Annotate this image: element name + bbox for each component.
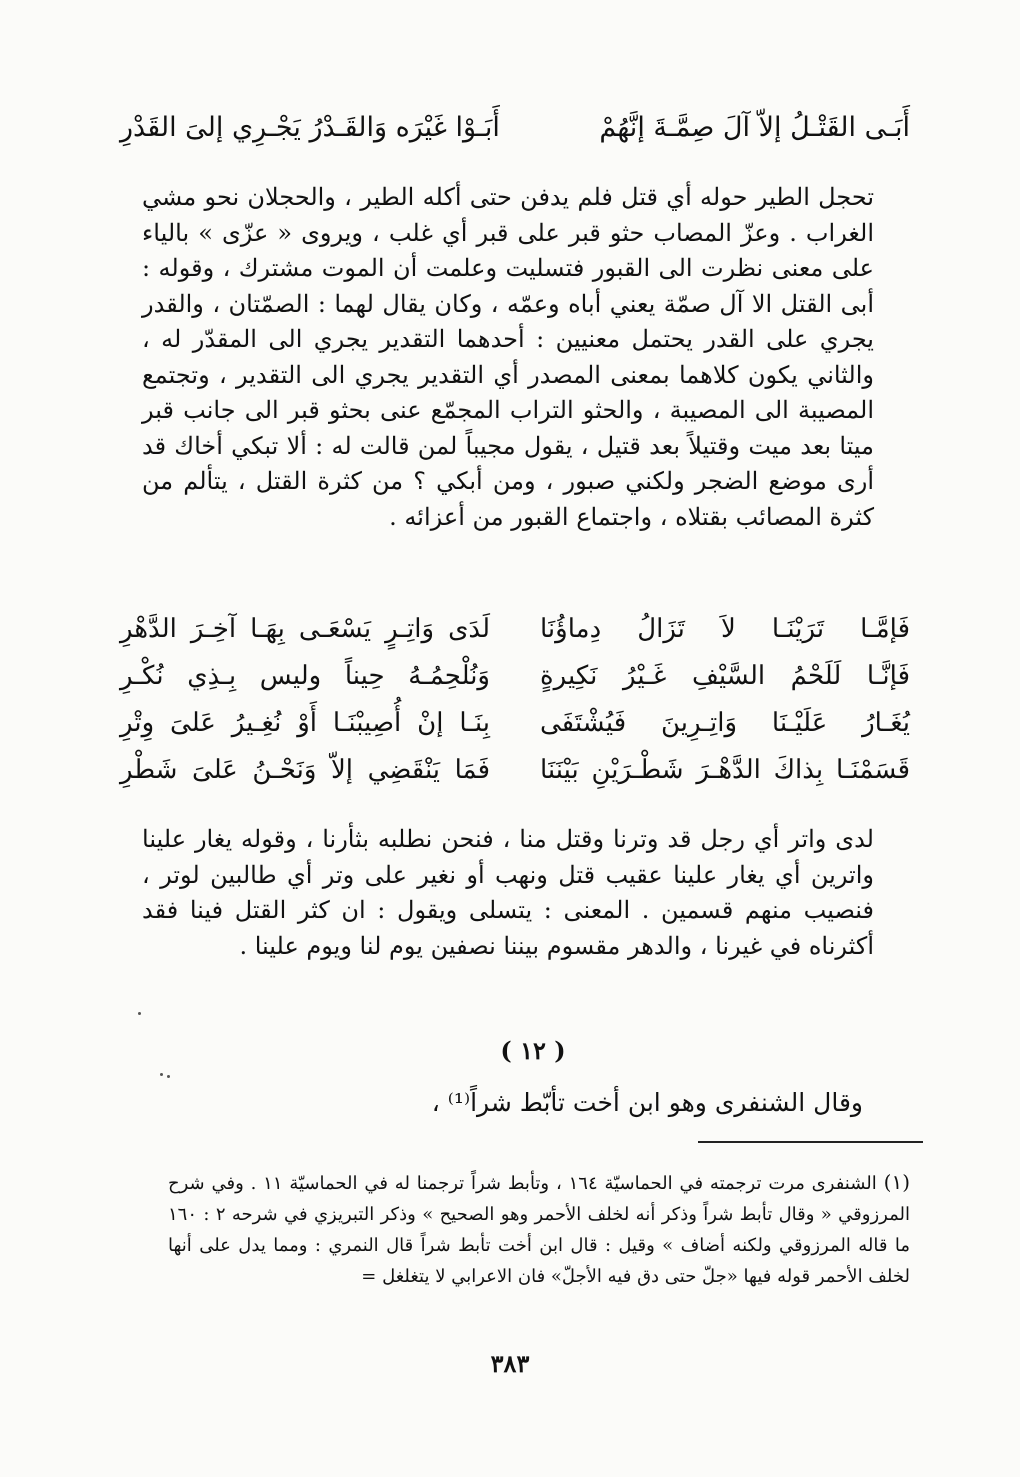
verse-row [120,746,910,793]
verse-right-hemistich: فَإمَّـا تَرَيْنَـا لاَ تَزَالُ دِماؤُنَا [540,613,910,644]
footnote [168,1167,910,1292]
verse-right-hemistich: قَسَمْنَـا بِذاكَ الدَّهْـرَ شَطْـرَيْنِ بَيْنَنَا [540,754,910,785]
footnote-text: الشنفرى مرت ترجمته في الحماسيّة ١٦٤ ، وتأبط شراً ترجمنا له في الحماسيّة ١١ . وفي شرح المرزوقي « وقال تأبط شراً وذكر أنه لخلف الأحمر وهو الصحيح » وذكر التبريزي في شرحه ٢ : ١٦٠ ما قاله المرزوقي ولكنه أضاف » وقيل : قال ابن أخت تأبط شراً قال النمري : ومما يدل على أنها لخلف الأحمر قوله فيها «جلّ حتى دق فيه الأجلّ» فان الاعرابي لا يتغلغل = [168,1173,910,1287]
verse-left-hemistich: فَمَا يَنْقَضِي إلاّ وَنَحْـنُ عَلىَ شَطْرِ [120,754,490,785]
commentary-paragraph-2: لدى واتر أي رجل قد وترنا وقتل منا ، فنحن نطلبه بثأرنا ، وقوله يغار علينا واترين أي يغار علينا عقيب قتل ونهب أو نغير على وتر أي طالبين لوتر ، فنصيب منهم قسمين . المعنى : يتسلى ويقول : ان كثر القتل فينا فقد أكثرناه في غيرنا ، والدهر مقسوم بيننا نصفين يوم لنا ويوم علينا . [142,825,874,960]
commentary-paragraph-1: تحجل الطير حوله أي قتل فلم يدفن حتى أكله الطير ، والحجلان نحو مشي الغراب . وعزّ المصاب حثو قبر على قبر أي غلب ، ويروى « عزّى » بالياء على معنى نظرت الى القبور فتسليت وعلمت أن الموت مشترك ، وقوله : أبى القتل الا آل صمّة يعني أباه وعمّه ، وكان يقال لهما : الصمّتان ، والقدر يجري على القدر يحتمل معنيين : أحدهما التقدير يجري الى المقدّر له ، والثاني يكون كلاهما بمعنى المصدر أي التقدير يجري الى التقدير ، وتجتمع المصيبة الى المصيبة ، والحثو التراب المجمّع عنى بحثو قبر الى جانب قبر ميتا بعد ميت وقتيلاً بعد قتيل ، يقول مجيباً لمن قالت له : ألا تبكي أخاك قد أرى موضع الضجر ولكني صبور ، ومن أبكي ؟ من كثرة القتل ، يتألم من كثرة المصائب بقتلاه ، واجتماع القبور من أعزائه . [142,183,875,531]
verse-left-hemistich: بِنَـا إنْ أُصِيبْنَـا أَوْ نُغِـيرُ عَلىَ وِتْرِ [120,707,490,738]
poem-verses [120,605,910,793]
scan-speck [138,1012,141,1015]
opening-verse [120,108,910,148]
verse-row [120,652,910,699]
verse-row [120,699,910,746]
verse-left-hemistich: لَدَى وَاتِـرٍ يَسْعَـى بِهَـا آخِـرَ الدَّهْرِ [120,613,490,644]
footnote-divider [698,1141,923,1143]
page-number: ٣٨٣ [490,1349,530,1378]
verse-left-hemistich: أَبَـوْا غَيْرَه وَالقَـدْرُ يَجْـرِي إلىَ القَدْرِ [120,112,500,143]
scan-speck [167,1075,170,1078]
scan-speck [160,1073,163,1076]
verse-right-hemistich: أَبَـى القَتْـلُ إلاّ آلَ صِمَّـةَ إنَّهُمْ [599,112,910,143]
footnote-marker: (١) [883,1170,910,1194]
section-number: ( ١٢ ) [500,1036,566,1065]
verse-left-hemistich: وَنُلْحِمُـهُ حِيناً وليس بِـذِي نُكْـرِ [120,660,490,691]
verse-right-hemistich: يُغَـارُ عَلَيْـنَا وَاتِـرِينَ فَيُشْتَفَى [540,707,910,738]
verse-right-hemistich: فَإنَّـا لَلَحْمُ السَّيْفِ غَـيْرُ نَكِيرةٍ [540,660,910,691]
verse-row [120,605,910,652]
section-heading: وقال الشنفرى وهو ابن أخت تأبّط شراً⁽¹⁾ ، [431,1088,863,1117]
